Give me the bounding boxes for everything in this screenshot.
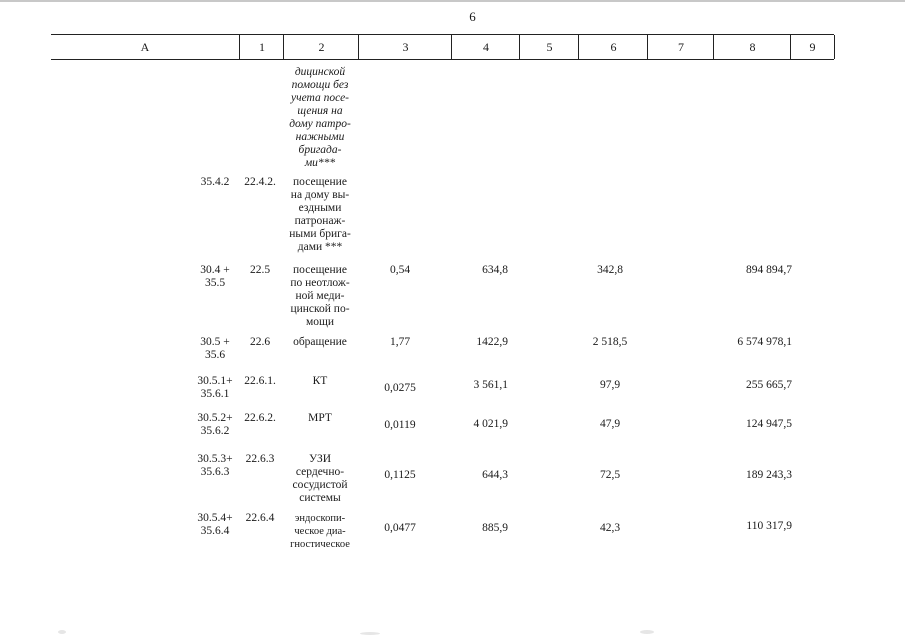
text-line: 30.5.4+ — [197, 512, 233, 524]
text-line: патронаж- — [294, 215, 346, 227]
row-5-col-4: 4 021,9 — [473, 418, 508, 430]
text-line: нажными — [295, 131, 345, 143]
row-4-col-4: 3 561,1 — [473, 379, 508, 391]
row-6-col-6: 72,5 — [599, 469, 621, 481]
text-line: на дому вы- — [290, 189, 350, 201]
row-4-col-2 — [282, 375, 358, 388]
header-col-5: 5 — [519, 35, 579, 59]
text-line: посещение — [293, 176, 347, 188]
row-5-col-8: 124 947,5 — [746, 418, 792, 430]
text-line: 30.4 + — [200, 264, 230, 276]
row-6-col-4: 644,3 — [482, 469, 508, 481]
row-5-col-3: 0,0119 — [384, 419, 416, 431]
row-5-col-2 — [282, 412, 358, 425]
text-line: учета посе- — [291, 92, 349, 104]
text-line: УЗИ — [308, 453, 332, 465]
row-7-col-6: 42,3 — [599, 522, 621, 534]
row-3-col-a — [192, 336, 238, 362]
row-1-col-2 — [282, 176, 358, 254]
header-col-3: 3 — [358, 35, 452, 59]
text-line: 30.5.2+ — [197, 412, 233, 424]
row-2-col-2 — [282, 264, 358, 329]
row-6-col-1: 22.6.3 — [245, 453, 275, 465]
row-7-col-8: 110 317,9 — [746, 520, 792, 532]
row-4-col-6: 97,9 — [599, 379, 621, 391]
text-line: МРТ — [308, 412, 332, 424]
row-3-col-6: 2 518,5 — [592, 336, 628, 348]
header-col-8: 8 — [713, 35, 791, 59]
text-line: сосудистой — [292, 479, 348, 491]
text-line: посещение — [293, 264, 347, 276]
row-5-col-6: 47,9 — [599, 418, 621, 430]
text-line: 35.6.4 — [200, 525, 230, 537]
text-line: 35.5 — [204, 277, 226, 289]
row-3-col-4: 1422,9 — [476, 336, 508, 348]
text-line: ездными — [298, 202, 342, 214]
text-line: обращение — [293, 336, 347, 348]
row-3-col-2 — [282, 336, 358, 349]
text-line: ными бригa- — [289, 228, 351, 240]
text-line: щения на — [297, 105, 343, 117]
row-7-col-4: 885,9 — [482, 522, 508, 534]
text-line: цинской по- — [290, 303, 350, 315]
row-2-col-3: 0,54 — [389, 264, 411, 276]
row-0-col-2 — [282, 66, 358, 170]
row-2-col-4: 634,8 — [482, 264, 508, 276]
table-header-row — [51, 34, 834, 60]
row-6-col-a — [192, 453, 238, 479]
row-2-col-6: 342,8 — [597, 264, 623, 276]
text-line: 35.6.2 — [200, 425, 230, 437]
row-4-col-1: 22.6.1. — [244, 375, 276, 387]
text-line: мощи — [305, 316, 335, 328]
row-6-col-2 — [282, 453, 358, 505]
text-line: ной меди- — [295, 290, 345, 302]
row-7-col-a — [192, 512, 238, 538]
row-7-col-2 — [282, 512, 358, 551]
row-2-col-1: 22.5 — [249, 264, 271, 276]
header-col-2: 2 — [283, 35, 359, 59]
header-col-6: 6 — [578, 35, 648, 59]
header-col-4: 4 — [451, 35, 520, 59]
text-line: по неотлож- — [290, 277, 350, 289]
text-line: ческое диа- — [294, 526, 346, 537]
header-col-9: 9 — [790, 35, 835, 59]
text-line: дому патро- — [289, 118, 351, 130]
row-5-col-1: 22.6.2. — [244, 412, 276, 424]
text-line: 30.5 + — [200, 336, 230, 348]
text-line: ми*** — [304, 157, 336, 169]
scan-speck — [640, 630, 654, 634]
row-6-col-3: 0,1125 — [384, 469, 416, 481]
text-line: помощи без — [291, 79, 349, 91]
row-6-col-8: 189 243,3 — [746, 469, 792, 481]
header-col-a: А — [140, 40, 150, 54]
row-5-col-a — [192, 412, 238, 438]
text-line: 35.6 — [204, 349, 226, 361]
row-3-col-8: 6 574 978,1 — [737, 336, 792, 348]
row-7-col-1: 22.6.4 — [245, 512, 275, 524]
text-line: дицинской — [294, 66, 346, 78]
row-4-col-a — [192, 375, 238, 401]
row-1-col-1: 22.4.2. — [244, 176, 276, 188]
scan-speck — [58, 630, 66, 634]
text-line: системы — [299, 492, 341, 504]
row-3-col-3: 1,77 — [389, 336, 411, 348]
text-line: 30.5.3+ — [197, 453, 233, 465]
row-2-col-a — [192, 264, 238, 290]
row-4-col-8: 255 665,7 — [746, 379, 792, 391]
header-col-1: 1 — [239, 35, 284, 59]
text-line: дами *** — [297, 241, 343, 253]
text-line: 35.6.3 — [200, 466, 230, 478]
row-3-col-1: 22.6 — [249, 336, 271, 348]
row-4-col-3: 0,0275 — [384, 382, 416, 394]
scan-speck — [360, 632, 380, 635]
text-line: 30.5.1+ — [197, 375, 233, 387]
text-line: 35.6.1 — [200, 388, 230, 400]
row-2-col-8: 894 894,7 — [746, 264, 792, 276]
text-line: сердечно- — [295, 466, 345, 478]
page-number: 6 — [469, 9, 476, 24]
text-line: гностическое — [290, 539, 350, 550]
row-7-col-3: 0,0477 — [384, 522, 416, 534]
text-line: эндоскопи- — [294, 513, 346, 524]
row-1-col-a: 35.4.2 — [200, 176, 230, 188]
scan-top-edge — [0, 0, 905, 2]
text-line: КТ — [312, 375, 328, 387]
header-col-7: 7 — [647, 35, 714, 59]
text-line: бригада- — [298, 144, 342, 156]
